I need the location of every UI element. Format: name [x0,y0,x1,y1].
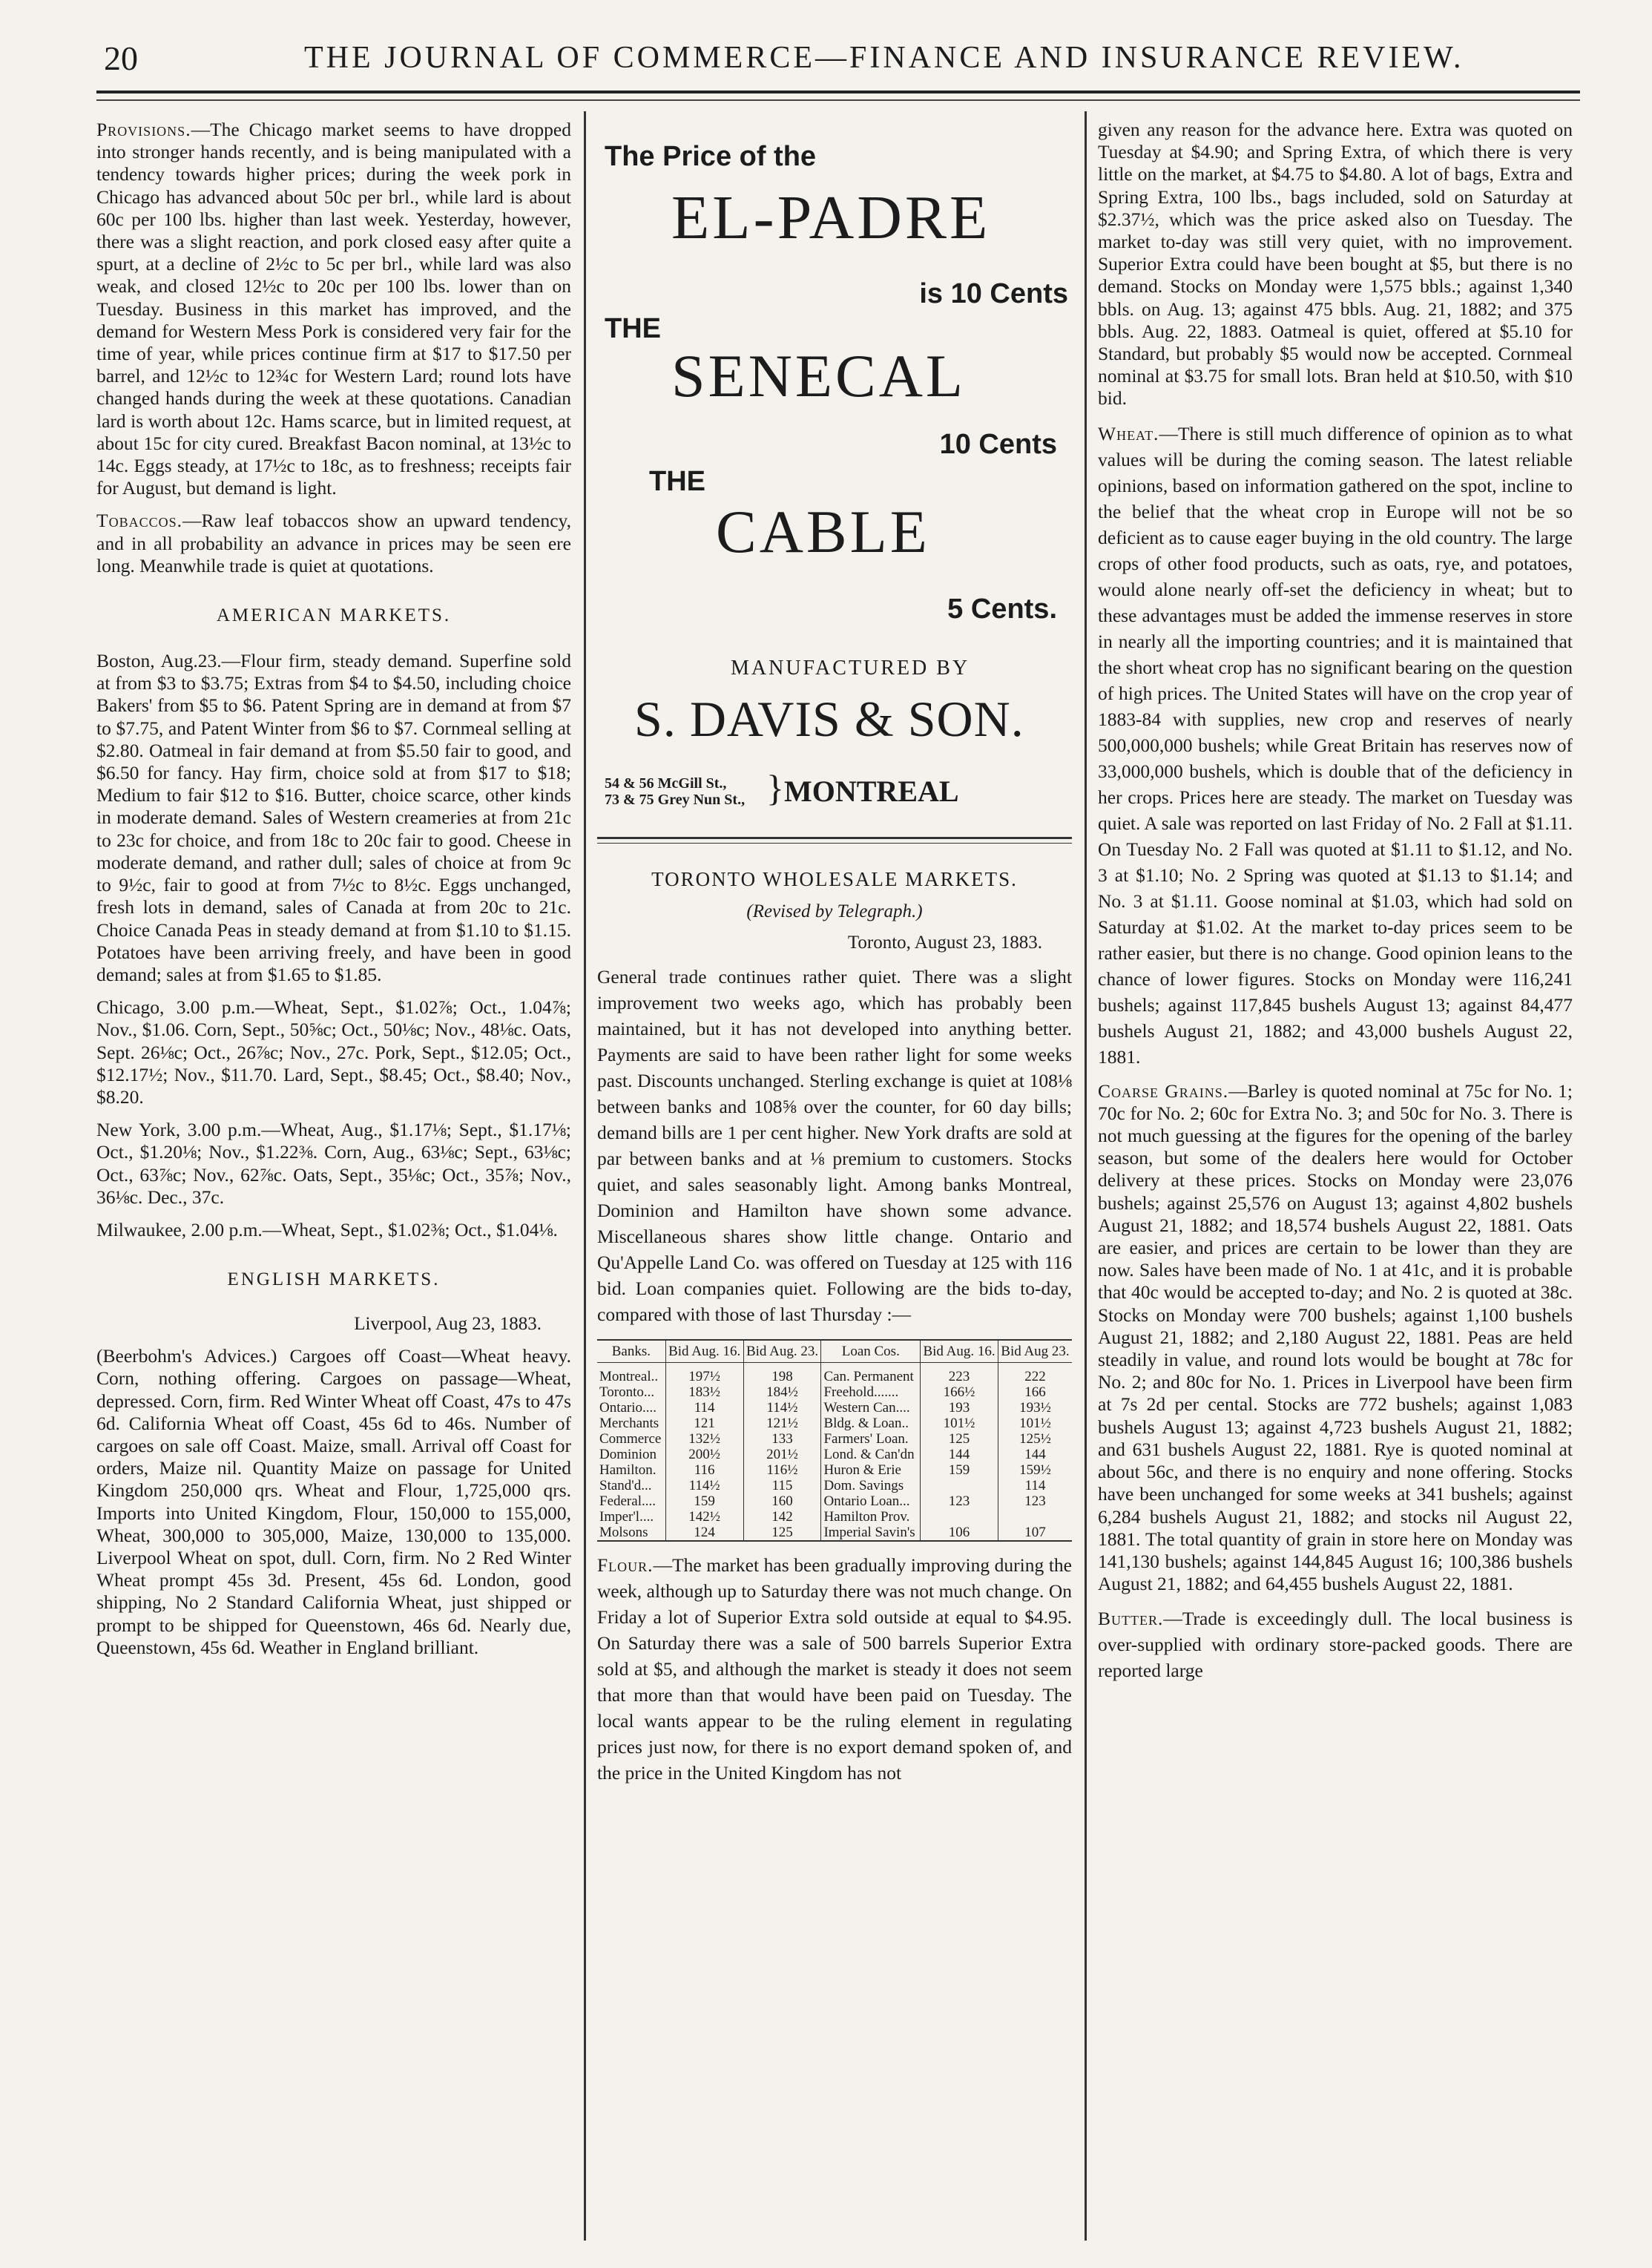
toronto-section [597,868,1072,1796]
col-header-bid-aug23: Bid Aug. 23. [743,1340,821,1363]
column-right [1098,119,1573,2241]
table-cell-loan-co-name: Imperial Savin's [821,1525,921,1541]
table-cell-loan-bid-aug23: 125½ [998,1431,1072,1447]
table-cell-loan-co-name: Dom. Savings [821,1478,921,1493]
ad-brace: } [766,767,784,809]
table-cell-loan-bid-aug23: 114 [998,1478,1072,1493]
table-row [597,1447,1072,1462]
coarse-grains-text: —Barley is quoted nominal at 75c for No. 1; 70c for No. 2; 60c for Extra No. 3; and 50c for No. 3. There is not much guessing at the figures for the opening of the barley season, but some of the dealers here would for October delivery at these prices. Stocks on Monday were 23,076 bushels; against 25,576 on August 13; against 4,802 bushels August 21, 1882; and 18,574 bushels August 22, 1881. Oats are easier, and prices are certain to be lower than they are now. Sales have been made of No. 1 at 41c, and it is probable that 40c would be accepted to-day; and No. 2 is quoted at 38c. Stocks on Monday were 700 bushels; against 1,100 bushels August 21, 1882; and 2,180 August 22, 1881. Peas are held steadily in value, and round lots would be bought at 78c for No. 2; and 80c for No. 1. Prices in Liverpool have been firm at 7s 2d per cental. Stocks are 772 bushels; against 1,083 bushels August 13; against 4,723 bushels August 21, 1882; and 631 bushels August 22, 1881. Rye is quoted nominal at about 56c, and there is no enquiry and none offering. Stocks have been unchanged for some weeks at 341 bushels; against 6,284 bushels August 21, 1882; and stocks nil August 22, 1881. The total quantity of grain in store here on Monday was 141,130 bushels; against 144,845 August 16; 100,386 bushels August 21, 1882; and 64,455 bushels August 22, 1881. [1098,1079,1573,1595]
table-cell-bank-bid-aug16: 200½ [665,1447,743,1462]
ad-manufactured-by: MANUFACTURED BY [731,657,970,680]
table-cell-bank-bid-aug16: 197½ [665,1363,743,1385]
ad-city: MONTREAL [784,775,959,808]
table-header-row [597,1340,1072,1363]
col-header-loan-bid-aug23: Bid Aug 23. [998,1340,1072,1363]
col-header-banks: Banks. [597,1340,665,1363]
table-cell-bank-bid-aug23: 160 [743,1493,821,1509]
ad-price-2: 10 Cents [939,429,1057,460]
column-left [96,119,571,2241]
butter-lead: Butter. [1098,1608,1164,1630]
flour-paragraph [597,1552,1072,1786]
table-cell-bank-bid-aug23: 125 [743,1525,821,1541]
ad-maker: S. DAVIS & SON. [634,691,1024,747]
col-header-loan-bid-aug16: Bid Aug. 16. [921,1340,998,1363]
table-cell-bank-name: Commerce [599,1431,662,1447]
table-cell-bank-bid-aug16: 124 [665,1525,743,1541]
table-row [597,1525,1072,1541]
table-cell-loan-co-name: Lond. & Can'dn [821,1447,921,1462]
boston-report: Boston, Aug.23.—Flour firm, steady demand. Superfine sold at from $3 to $3.75; Extras from $4 to $4.50, including choice Bakers' from $5 to $6. Patent Spring are in demand at from $7 to $7.75, and Patent Winter from $6 to $7. Cornmeal selling at $2.80. Oatmeal in fair demand at from $5.50 fair to good, and $6.50 for fancy. Hay firm, choice sold at from $17 to $18; Medium to fair $12 to $16. Butter, choice scarce, other kinds in moderate demand. Sales of Western creameries at from 21c to 23c for choice, and from 18c to 20c fair to good. Cheese in moderate demand, and rather dull; sales of choice at from 9c to 9½c, fair to good at from 7½c to 8½c. Eggs unchanged, fresh lots in demand, sales of Canada at from 20c to 21c. Choice Canada Peas in steady demand at from $1.10 to $1.15. Potatoes have been arriving freely, and have been in good demand; sales at from $1.65 to $1.85. [96,650,571,985]
table-cell-loan-bid-aug23: 101½ [998,1416,1072,1431]
flour-text: —The market has been gradually improving during the week, although up to Saturday there was not much change. On Friday a lot of Superior Extra sold outside at equal to $4.95. On Saturday there was a sale of 500 barrels Superior Extra sold at $5, and although the market is steady it does not seem that more than that would have been paid on Tuesday. The local wants appear to be the ruling element in regulating prices just now, for there is no export demand spoken of, and the price in the United Kingdom has not [597,1554,1072,1784]
col-header-bid-aug16: Bid Aug. 16. [665,1340,743,1363]
table-body [597,1363,1072,1542]
table-cell-loan-bid-aug23: 166 [998,1384,1072,1400]
table-row [597,1384,1072,1400]
tobaccos-text: —Raw leaf tobaccos show an upward tendency, and in all probability an advance in prices may be seen ere long. Meanwhile trade is quiet at quotations. [96,510,571,576]
ad-the-2: THE [649,466,705,497]
table-cell-loan-bid-aug16: 159 [921,1462,998,1478]
table-cell-loan-bid-aug16: 125 [921,1431,998,1447]
table-cell-loan-bid-aug23: 123 [998,1493,1072,1509]
table-row [597,1400,1072,1416]
table-cell-bank-name: Ontario.... [599,1400,657,1416]
table-cell-bank-bid-aug23: 121½ [743,1416,821,1431]
table-cell-bank-bid-aug16: 132½ [665,1431,743,1447]
table-row [597,1363,1072,1385]
butter-paragraph [1098,1605,1573,1683]
table-cell-bank-name: Montreal.. [599,1369,659,1384]
toronto-heading: TORONTO WHOLESALE MARKETS. [651,868,1018,890]
table-cell-bank-name: Molsons [599,1525,648,1540]
table-cell-bank-bid-aug23: 142 [743,1509,821,1525]
tobaccos-lead: Tobaccos. [96,510,182,532]
table-cell-bank-bid-aug23: 115 [743,1478,821,1493]
table-cell-bank-bid-aug23: 201½ [743,1447,821,1462]
ad-the-1: THE [605,313,661,344]
provisions-lead: Provisions. [96,119,191,140]
table-cell-loan-co-name: Hamilton Prov. [821,1509,921,1525]
table-cell-bank-bid-aug23: 198 [743,1363,821,1385]
table-row [597,1431,1072,1447]
butter-text: —Trade is exceedingly dull. The local business is over-supplied with ordinary store-packed goods. There are reported large [1098,1608,1573,1682]
flour-continued: given any reason for the advance here. Extra was quoted on Tuesday at $4.90; and Spring Extra, of which there is very little on the market, at $4.75 to $4.80. A lot of bags, Extra and Spring Extra, 100 lbs., bags included, sold on Saturday at $2.37½, which was the price asked also on Tuesday. The market to-day was still very quiet, with no improvement. Superior Extra could have been bought at $5, but there is no demand. Stocks on Monday were 1,575 bbls.; against 1,340 bbls. on Aug. 13; against 475 bbls. Aug. 21, 1882; and 375 bbls. Aug. 22, 1883. Oatmeal is quiet, offered at $5.10 for Standard, but probably $5 would now be accepted. Cornmeal nominal at $3.75 for small lots. Bran held at $10.50, with $10 bid. [1098,119,1573,410]
table-cell-loan-co-name: Can. Permanent [821,1363,921,1385]
provisions-text: —The Chicago market seems to have dropped into stronger hands recently, and is being manipulated with a tendency towards higher prices; during the week pork in Chicago has advanced about 50c per brl., while lard is about 60c per 100 lbs. higher than last week. Yesterday, however, there was a slight reaction, and pork closed easy after quite a spurt, at a decline of 2½c to 5c per brl., while lard was also weak, and closed 12½c to 20c per 100 lbs. lower than on Tuesday. Business in this market has improved, and the demand for Western Mess Pork is considered very fair for the time of year, while prices continue firm at $17 to $17.50 per barrel, and 12½c to 12¾c for Western Lard; round lots have changed hands during the week at these quotations. Canadian lard is worth about 12c. Hams scarce, but in limited request, at about 15c for city cured. Breakfast Bacon nominal, at 13½c to 14c. Eggs steady, at 17½c to 18c, as to freshness; receipts fair for August, but demand is light. [96,119,571,499]
ad-address [605,775,745,808]
table-cell-loan-bid-aug16: 223 [921,1363,998,1385]
chicago-report: Chicago, 3.00 p.m.—Wheat, Sept., $1.02⅞; Oct., 1.04⅞; Nov., $1.06. Corn, Sept., 50⅝c; Oct., 50⅛c; Nov., 48⅛c. Oats, Sept. 26⅛c; Oct., 26⅞c; Nov., 27c. Pork, Sept., $12.05; Oct., $12.17½; Nov., $11.70. Lard, Sept., $8.45; Oct., $8.40; Nov., $8.20. [96,996,571,1108]
liverpool-dateline: Liverpool, Aug 23, 1883. [354,1314,542,1335]
ad-brand-cable: CABLE [716,498,930,565]
table-cell-loan-bid-aug23: 159½ [998,1462,1072,1478]
flour-lead: Flour. [597,1554,654,1576]
table-row [597,1478,1072,1493]
ad-brand-el-padre: EL-PADRE [671,183,991,252]
page-header [96,30,1464,82]
ad-address-line-2: 73 & 75 Grey Nun St., [605,792,746,808]
bank-bids-table [597,1339,1072,1542]
table-cell-bank-name: Stand'd... [599,1478,652,1493]
ad-bottom-rule [597,837,1072,839]
table-cell-loan-bid-aug23: 107 [998,1525,1072,1541]
newyork-report: New York, 3.00 p.m.—Wheat, Aug., $1.17⅛; Sept., $1.17⅛; Oct., $1.20⅛; Nov., $1.22⅜. Corn, Aug., 63⅛c; Sept., 63⅛c; Oct., 63⅞c; Nov., 62⅞c. Oats, Sept., 35⅛c; Oct., 35⅞; Nov., 36⅛c. Dec., 37c. [96,1119,571,1208]
table-row [597,1462,1072,1478]
table-cell-bank-bid-aug23: 184½ [743,1384,821,1400]
coarse-grains-lead: Coarse Grains. [1098,1079,1229,1102]
table-cell-bank-name: Imper'l.... [599,1509,654,1525]
american-markets-heading: AMERICAN MARKETS. [216,605,452,626]
table-cell-loan-co-name: Farmers' Loan. [821,1431,921,1447]
ad-address-line-1: 54 & 56 McGill St., [605,775,727,792]
table-cell-bank-name: Toronto... [599,1384,655,1400]
table-cell-loan-bid-aug16: 144 [921,1447,998,1462]
table-cell-bank-bid-aug23: 116½ [743,1462,821,1478]
header-rule [96,91,1580,93]
table-row [597,1416,1072,1431]
ad-price-1: is 10 Cents [919,278,1068,309]
table-cell-bank-bid-aug16: 116 [665,1462,743,1478]
col-header-loan-cos: Loan Cos. [821,1340,921,1363]
toronto-dateline: Toronto, August 23, 1883. [847,933,1042,953]
table-cell-loan-co-name: Western Can.... [821,1400,921,1416]
table-cell-loan-bid-aug16: 193 [921,1400,998,1416]
ad-price-3: 5 Cents. [947,594,1057,625]
provisions-paragraph [96,119,571,499]
table-cell-bank-bid-aug16: 114½ [665,1478,743,1493]
wheat-lead: Wheat. [1098,422,1159,444]
milwaukee-report: Milwaukee, 2.00 p.m.—Wheat, Sept., $1.02⅜; Oct., $1.04⅛. [96,1218,558,1240]
english-markets-heading: ENGLISH MARKETS. [227,1269,441,1290]
page-number: 20 [104,39,138,77]
table-cell-loan-bid-aug16: 166½ [921,1384,998,1400]
column-divider-2 [1085,111,1087,2241]
table-cell-bank-name: Merchants [599,1416,659,1431]
header-rule-thin [96,99,1580,101]
table-cell-bank-bid-aug16: 183½ [665,1384,743,1400]
table-cell-bank-bid-aug16: 114 [665,1400,743,1416]
table-cell-loan-co-name: Bldg. & Loan.. [821,1416,921,1431]
revised-note: (Revised by Telegraph.) [746,901,923,921]
table-cell-bank-bid-aug23: 114½ [743,1400,821,1416]
liverpool-report: (Beerbohm's Advices.) Cargoes off Coast—Wheat heavy. Corn, nothing offering. Cargoes on passage—Wheat, depressed. Corn, firm. Red Winter Wheat off Coast, 47s to 47s 6d. California Wheat off Coast, 45s 6d to 46s. Number of cargoes on sale off Coast. Maize, small. Arrival off Coast for orders, Maize nil. Quantity Maize on passage for United Kingdom 250,000 qrs. Wheat and Flour, 1,725,000 qrs. Imports into United Kingdom, Flour, 150,000 to 155,000, Wheat, 300,000 to 305,000, Maize, 130,000 to 135,000. Liverpool Wheat on spot, dull. Corn, firm. No 2 Red Winter Wheat prompt 45s 3d. Present, 45s 6d. London, good shipping, No 2 Standard California Wheat, just shipped or prompt to be shipped for Queenstown, 46s 6d. Nearly due, Queenstown, 45s 6d. Weather in England brilliant. [96,1345,571,1658]
column-middle [597,119,1072,2241]
ad-brand-senecal: SENECAL [671,342,966,410]
table-cell-loan-bid-aug23: 222 [998,1363,1072,1385]
table-cell-loan-co-name: Huron & Erie [821,1462,921,1478]
table-cell-loan-co-name: Freehold....... [821,1384,921,1400]
table-cell-bank-name: Dominion [599,1447,657,1462]
wheat-text: —There is still much difference of opinion as to what values will be during the coming season. The latest reliable opinions, based on information gathered on the spot, incline to the belief that the wheat crop in Europe will not be so deficient as to cause eager buying in the old country. The large crops of other food products, such as oats, rye, and potatoes, would alone nearly off-set the deficiency in wheat; but to these advantages must be added the immense reserves in store in nearly all the importing countries; and it is maintained that the short wheat crop has no significant bearing on the question of high prices. The United States will have on the crop year of 1883-84 with supplies, new crop and reserves of nearly 500,000,000 bushels; while Great Britain has reserves now of 33,000,000 bushels, which is double that of the deficiency in her crops. Prices here are steady. The market on Tuesday was quiet. A sale was reported on last Friday of No. 2 Fall at $1.11. On Tuesday No. 2 Fall was quoted at $1.11 to $1.12, and No. 3 at $1.10; No. 2 Spring was quoted at $1.13 to $1.14; and No. 3 at $1.11. Goose nominal at $1.03, which had sold on Saturday at $1.02. At the market to-day prices seem to be rather easier, but there is no change. Good opinion leans to the chance of lower figures. Stocks on Monday were 116,241 bushels; against 117,845 bushels August 13; against 84,477 bushels August 21, 1882; and 43,000 bushels August 22, 1881. [1098,422,1573,1068]
table-cell-loan-bid-aug23 [998,1509,1072,1525]
ad-intro: The Price of the [605,141,817,172]
table-cell-loan-co-name: Ontario Loan... [821,1493,921,1509]
table-row [597,1509,1072,1525]
table-cell-loan-bid-aug16 [921,1509,998,1525]
coarse-grains-paragraph [1098,1080,1573,1596]
table-cell-loan-bid-aug16: 123 [921,1493,998,1509]
table-cell-bank-bid-aug16: 159 [665,1493,743,1509]
table-cell-bank-name: Federal.... [599,1493,656,1509]
table-cell-loan-bid-aug16 [921,1478,998,1493]
tobaccos-paragraph [96,510,571,577]
table-cell-loan-bid-aug23: 193½ [998,1400,1072,1416]
table-row [597,1493,1072,1509]
journal-title: THE JOURNAL OF COMMERCE—FINANCE AND INSURANCE REVIEW. [304,41,1464,75]
table-cell-bank-name: Hamilton. [599,1462,656,1478]
general-trade-paragraph: General trade continues rather quiet. There was a slight improvement two weeks ago, which has probably been maintained, but it has not developed into anything better. Payments are said to have been rather light for some weeks past. Discounts unchanged. Sterling exchange is quiet at 108⅛ between banks and 108⅝ over the counter, for 60 day bills; demand bills are 1 per cent higher. New York drafts are sold at par between banks and at ⅛ premium to customers. Stocks quiet, and sales seasonably light. Among banks Montreal, Dominion and Hamilton have shown some advance. Miscellaneous shares show little change. Ontario and Qu'Appelle Land Co. was offered on Tuesday at 125 with 116 bid. Loan companies quiet. Following are the bids to-day, compared with those of last Thursday :— [597,966,1072,1325]
table-cell-bank-bid-aug16: 142½ [665,1509,743,1525]
table-cell-bank-bid-aug16: 121 [665,1416,743,1431]
table-cell-bank-bid-aug23: 133 [743,1431,821,1447]
column-divider-1 [584,111,586,2241]
table-cell-loan-bid-aug16: 101½ [921,1416,998,1431]
ad-bottom-rule-thin [597,843,1072,844]
wheat-paragraph [1098,421,1573,1070]
table-cell-loan-bid-aug16: 106 [921,1525,998,1541]
table-cell-loan-bid-aug23: 144 [998,1447,1072,1462]
cigar-advertisement [597,119,1072,809]
